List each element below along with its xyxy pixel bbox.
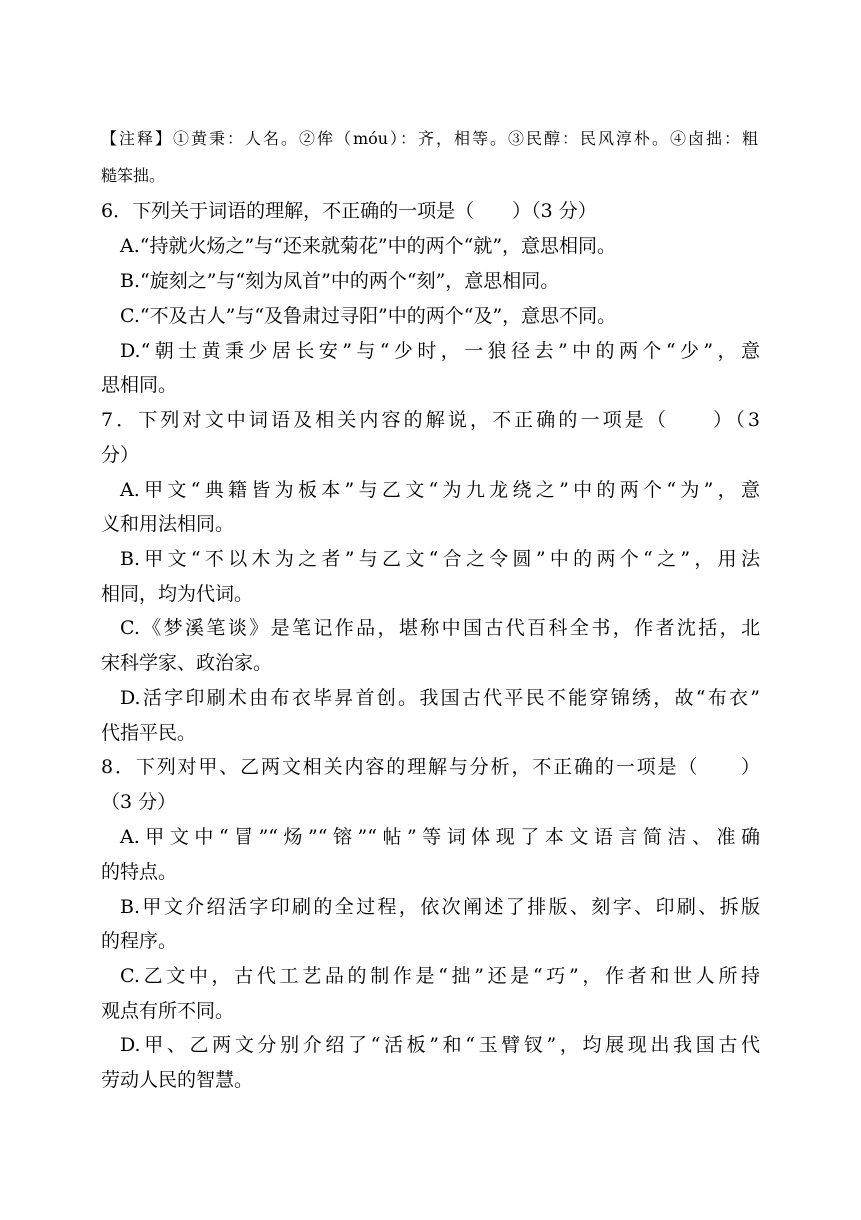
question-6-stem: 6．下列关于词语的理解，不正确的一项是（ ）（3 分） [101,200,597,222]
question-8-stem: 8．下列对甲、乙两文相关内容的理解与分析，不正确的一项是（ ） [101,756,760,778]
annotation-note-line-1: 【注释】①黄秉：人名。②侔（móu）：齐，相等。③民醇：民风淳朴。④卤拙：粗 [101,129,758,148]
question-7-option-d-cont: 代指平民。 [101,722,197,744]
question-8-option-b: B.甲文介绍活字印刷的全过程，依次阐述了排版、刻字、印刷、拆版 [120,896,760,918]
question-6-option-d: D.“朝士黄秉少居长安”与“少时，一狼径去”中的两个“少”，意 [120,340,760,362]
question-7-option-c: C.《梦溪笔谈》是笔记作品，堪称中国古代百科全书，作者沈括，北 [120,617,760,639]
question-8-option-a-cont: 的特点。 [101,861,178,883]
question-8-option-c-cont: 观点有所不同。 [101,1000,235,1022]
question-6-option-a: A.“持就火炀之”与“还来就菊花”中的两个“就”，意思相同。 [120,235,617,257]
question-6-option-b: B.“旋刻之”与“刻为凤首”中的两个“刻”，意思相同。 [120,270,560,292]
question-8-option-d-cont: 劳动人民的智慧。 [101,1069,254,1091]
question-8-stem-cont: （3 分） [101,791,177,813]
question-8-option-d: D.甲、乙两文分别介绍了“活板”和“玉臂钗”，均展现出我国古代 [120,1034,760,1056]
question-7-option-a: A.甲文“典籍皆为板本”与乙文“为九龙绕之”中的两个“为”，意 [120,479,760,501]
question-7-option-b-cont: 相同，均为代词。 [101,583,254,605]
annotation-note-line-2: 糙笨拙。 [101,166,166,185]
question-6-option-d-cont: 思相同。 [101,374,178,396]
question-8-option-a: A.甲文中“冒”“炀”“镕”“帖”等词体现了本文语言简洁、准确 [120,826,760,848]
question-6-option-c: C.“不及古人”与“及鲁肃过寻阳”中的两个“及”，意思不同。 [120,305,617,327]
question-7-option-c-cont: 宋科学家、政治家。 [101,652,273,674]
question-7-option-b: B.甲文“不以木为之者”与乙文“合之令圆”中的两个“之”，用法 [120,548,760,570]
question-7-option-d: D.活字印刷术由布衣毕昇首创。我国古代平民不能穿锦绣，故“布衣” [120,687,760,709]
question-7-option-a-cont: 义和用法相同。 [101,513,235,535]
question-7-stem-cont: 分） [101,444,140,466]
question-8-option-b-cont: 的程序。 [101,930,178,952]
question-7-stem: 7．下列对文中词语及相关内容的解说，不正确的一项是（ ）（3 [101,409,760,431]
question-8-option-c: C.乙文中，古代工艺品的制作是“拙”还是“巧”，作者和世人所持 [120,965,760,987]
